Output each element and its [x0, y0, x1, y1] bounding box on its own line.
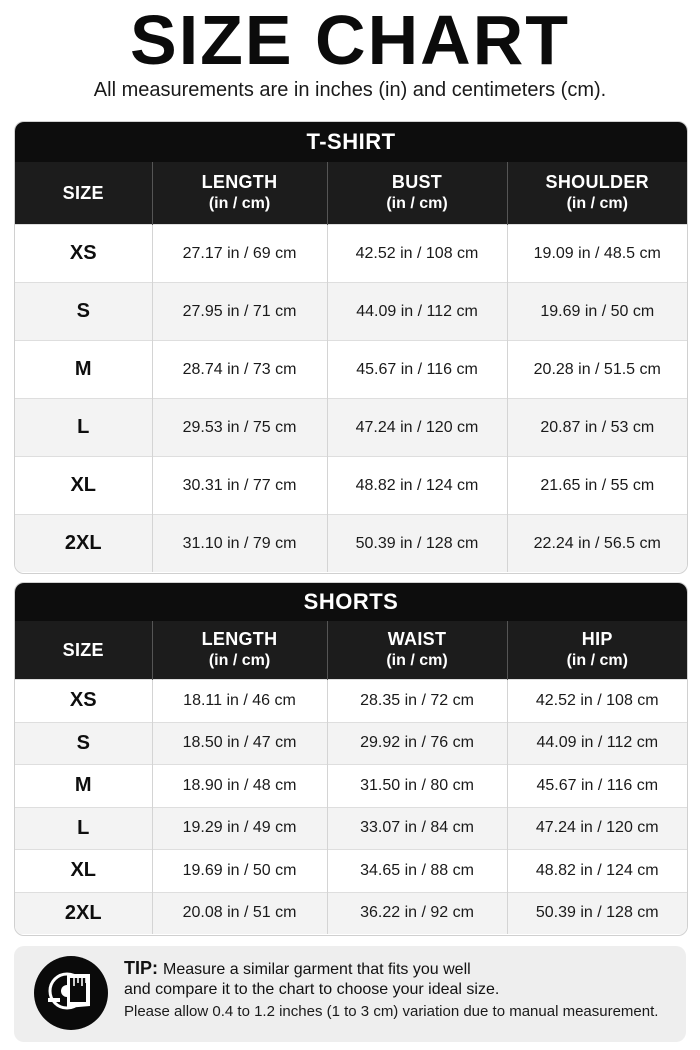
- column-header-label: LENGTH: [201, 172, 278, 192]
- tip-line-1: [124, 958, 674, 980]
- table-row: [15, 722, 687, 765]
- column-header-length: [152, 162, 327, 225]
- waist-cell: 29.92 in / 76 cm: [327, 722, 507, 765]
- table-row: [15, 457, 687, 515]
- size-cell: L: [15, 399, 152, 457]
- size-cell: XS: [15, 680, 152, 723]
- table-row: [15, 850, 687, 893]
- bust-cell: 50.39 in / 128 cm: [327, 515, 507, 573]
- length-cell: 20.08 in / 51 cm: [152, 892, 327, 934]
- measuring-tape-icon: [34, 956, 108, 1030]
- table-row: [15, 399, 687, 457]
- column-header-unit: (in / cm): [566, 195, 628, 212]
- length-cell: 27.95 in / 71 cm: [152, 283, 327, 341]
- size-cell: XL: [15, 850, 152, 893]
- length-cell: 18.90 in / 48 cm: [152, 765, 327, 808]
- waist-cell: 28.35 in / 72 cm: [327, 680, 507, 723]
- bust-cell: 45.67 in / 116 cm: [327, 341, 507, 399]
- column-header-unit: (in / cm): [208, 652, 271, 669]
- tip-label: TIP:: [124, 958, 158, 978]
- hip-cell: 50.39 in / 128 cm: [507, 892, 687, 934]
- table-row: [15, 892, 687, 934]
- length-cell: 18.11 in / 46 cm: [152, 680, 327, 723]
- size-cell: 2XL: [15, 892, 152, 934]
- shoulder-cell: 20.28 in / 51.5 cm: [507, 341, 687, 399]
- column-header-unit: (in / cm): [386, 195, 448, 212]
- size-cell: XL: [15, 457, 152, 515]
- length-cell: 18.50 in / 47 cm: [152, 722, 327, 765]
- column-header-label: LENGTH: [201, 629, 278, 649]
- table-row: [15, 765, 687, 808]
- column-header-size: [15, 621, 152, 680]
- shoulder-cell: 22.24 in / 56.5 cm: [507, 515, 687, 573]
- shorts-heading: SHORTS: [15, 583, 687, 621]
- bust-cell: 47.24 in / 120 cm: [327, 399, 507, 457]
- shorts-table: [15, 621, 687, 934]
- hip-cell: 48.82 in / 124 cm: [507, 850, 687, 893]
- table-row: [15, 680, 687, 723]
- size-cell: XS: [15, 225, 152, 283]
- size-cell: M: [15, 765, 152, 808]
- size-cell: S: [15, 722, 152, 765]
- hip-cell: 47.24 in / 120 cm: [507, 807, 687, 850]
- table-row: [15, 225, 687, 283]
- column-header-unit: (in / cm): [566, 652, 628, 669]
- size-cell: M: [15, 341, 152, 399]
- tip-note: Please allow 0.4 to 1.2 inches (1 to 3 cm) variation due to manual measurement.: [124, 1003, 659, 1020]
- bust-cell: 48.82 in / 124 cm: [327, 457, 507, 515]
- shoulder-cell: 20.87 in / 53 cm: [507, 399, 687, 457]
- column-header-label: WAIST: [387, 629, 447, 649]
- length-cell: 19.29 in / 49 cm: [152, 807, 327, 850]
- length-cell: 30.31 in / 77 cm: [152, 457, 327, 515]
- hip-cell: 44.09 in / 112 cm: [507, 722, 687, 765]
- tshirt-heading: T-SHIRT: [15, 122, 687, 162]
- table-row: [15, 341, 687, 399]
- length-cell: 31.10 in / 79 cm: [152, 515, 327, 573]
- length-cell: 19.69 in / 50 cm: [152, 850, 327, 893]
- tip-box: [14, 946, 686, 1042]
- table-row: [15, 283, 687, 341]
- page-subtitle: All measurements are in inches (in) and centimeters (cm).: [93, 79, 607, 101]
- tshirt-header-row: [15, 162, 687, 225]
- shoulder-cell: 19.69 in / 50 cm: [507, 283, 687, 341]
- tip-line-2: and compare it to the chart to choose your ideal size.: [124, 981, 500, 998]
- waist-cell: 33.07 in / 84 cm: [327, 807, 507, 850]
- waist-cell: 31.50 in / 80 cm: [327, 765, 507, 808]
- waist-cell: 36.22 in / 92 cm: [327, 892, 507, 934]
- shoulder-cell: 19.09 in / 48.5 cm: [507, 225, 687, 283]
- shorts-header-row: [15, 621, 687, 680]
- column-header-size: [15, 162, 152, 225]
- table-row: [15, 807, 687, 850]
- tip-line-1-text: Measure a similar garment that fits you well: [163, 961, 471, 978]
- column-header-unit: (in / cm): [386, 652, 448, 669]
- tshirt-table: [15, 162, 687, 572]
- column-header-shoulder: [507, 162, 687, 225]
- tip-text: [124, 958, 674, 1021]
- size-cell: L: [15, 807, 152, 850]
- size-cell: 2XL: [15, 515, 152, 573]
- length-cell: 27.17 in / 69 cm: [152, 225, 327, 283]
- bust-cell: 42.52 in / 108 cm: [327, 225, 507, 283]
- shoulder-cell: 21.65 in / 55 cm: [507, 457, 687, 515]
- column-header-bust: [327, 162, 507, 225]
- waist-cell: 34.65 in / 88 cm: [327, 850, 507, 893]
- column-header-label: SHOULDER: [545, 172, 649, 192]
- size-cell: S: [15, 283, 152, 341]
- length-cell: 29.53 in / 75 cm: [152, 399, 327, 457]
- column-header-unit: (in / cm): [208, 195, 271, 212]
- column-header-hip: [507, 621, 687, 680]
- hip-cell: 42.52 in / 108 cm: [507, 680, 687, 723]
- length-cell: 28.74 in / 73 cm: [152, 341, 327, 399]
- hip-cell: 45.67 in / 116 cm: [507, 765, 687, 808]
- table-row: [15, 515, 687, 573]
- tshirt-section: [14, 121, 688, 574]
- bust-cell: 44.09 in / 112 cm: [327, 283, 507, 341]
- shorts-section: [14, 582, 688, 936]
- column-header-label: SIZE: [62, 183, 104, 203]
- column-header-label: BUST: [391, 172, 443, 192]
- column-header-length: [152, 621, 327, 680]
- column-header-label: HIP: [581, 629, 613, 649]
- page-title: SIZE CHART: [130, 1, 570, 79]
- column-header-label: SIZE: [62, 640, 104, 660]
- column-header-waist: [327, 621, 507, 680]
